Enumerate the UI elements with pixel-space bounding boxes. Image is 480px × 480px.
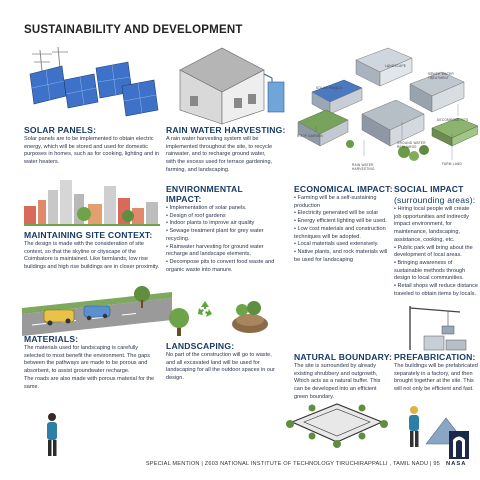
environmental-item: • Sewage treatment plant for grey water recycling. <box>166 228 264 242</box>
environmental-item: • Design of roof gardens <box>166 212 226 219</box>
prefabrication-heading: PREFABRICATION: <box>394 352 476 362</box>
nasa-logo-text: NASA <box>446 461 467 467</box>
social-impact-subheading: (surrounding areas): <box>394 195 476 205</box>
economical-item: • Electricity generated will be solar <box>294 210 379 217</box>
label-landscape: LANDSCAPE <box>385 64 407 68</box>
materials-text <box>24 345 160 391</box>
social-item: • Public park will bring about the development of local areas. <box>394 244 473 259</box>
rain-water-heading: RAIN WATER HARVESTING: <box>166 125 286 135</box>
materials-text-1: The materials used for landscaping is carefully selected to most benefit the environment. The gaps between the pathways are made to be porous and absorbent, to assist groundwater recharge. <box>24 345 151 375</box>
boundary-illustration <box>282 398 392 448</box>
economical-item: • Low cost materials and construction techniques will be adopted. <box>294 225 386 240</box>
rain-water-illustration <box>172 40 290 125</box>
social-item: • Bringing awareness of sustainable methods through design to local communities. <box>394 259 466 282</box>
tree-illustration <box>166 306 192 336</box>
economical-item: • Local materials used extensively. <box>294 241 379 248</box>
label-ground-water: GROUND WATER RECHARGE <box>397 141 426 149</box>
materials-text-2: The roads are also made with porous material for the same. <box>24 375 155 390</box>
natural-boundary-heading: NATURAL BOUNDARY: <box>294 352 393 362</box>
footer-text: SPECIAL MENTION | Z603 NATIONAL INSTITUTE OF TECHNOLOGY TIRUCHIRAPPALLI , TAMIL NADU | 95 <box>145 461 440 467</box>
environmental-item: • Implementation of solar panels. <box>166 205 247 211</box>
economical-item: • Farming will be a self-sustaining production <box>294 195 377 209</box>
label-solar-panels: SOLAR PANELS <box>316 86 343 90</box>
social-item: • Retail shops will reduce distance traveled to obtain items by locals. <box>394 283 478 297</box>
environmental-impact-list <box>166 205 276 274</box>
label-sewer-treatment: SEWER WATER TREATMENT <box>428 72 454 80</box>
materials-heading: MATERIALS: <box>24 334 79 344</box>
economical-item: • Energy efficient lighting will be used. <box>294 218 387 225</box>
prefabrication-text: The buildings will be prefabricated separately in a factory, and then brought together at the site. This will not only be efficient and fast. <box>394 363 478 393</box>
social-impact-list <box>394 206 478 298</box>
rain-water-text: A rain water harvesting system will be implemented throughout the site, to recycle rainwater, and to recharge ground water, with the excess used for terrace gardening, farming, and landscaping. <box>166 136 273 173</box>
economical-item: • Native plants, and rock materials will be used for landscaping <box>294 248 388 263</box>
label-rain-harvesting: RAIN WATER HARVESTING <box>352 163 375 171</box>
economical-impact-list <box>294 195 388 264</box>
economical-impact-heading: ECONOMICAL IMPACT: <box>294 184 393 194</box>
skyline-illustration <box>24 178 160 226</box>
road-illustration <box>22 280 172 336</box>
environmental-item: • Indoor plants to improve air quality <box>166 220 255 227</box>
crane-illustration <box>400 302 472 352</box>
social-impact-heading: SOCIAL IMPACT <box>394 184 464 194</box>
recycle-icon <box>196 300 214 318</box>
label-farm-land: FARM LAND <box>442 162 463 166</box>
site-context-text: The design is made with the consideration of site context, so that the skyline or cityscape of the Coimbatore is maintained. Like farmlands, low rise buildings and high rise buildings are in closer proximity. <box>24 241 160 271</box>
solar-panels-text: Solar panels are to be implemented to obtain electric energy, which will be stored and used for domestic purposes in homes, such as for cooking, lighting and in water heaters. <box>24 136 160 166</box>
landscaping-heading: LANDSCAPING: <box>166 341 235 351</box>
soil-illustration <box>230 296 270 336</box>
label-roof-garden: ROOF GARDEN <box>297 134 323 138</box>
social-item: • Hiring local people will create job opportunities and indirectly impact environment, for maintenance, landscaping, assistance, cooking, etc. <box>394 206 470 243</box>
landscaping-text: No part of the construction will go to waste, and all excavated land will be used for landscaping for all the outdoor spaces in our design. <box>166 352 275 382</box>
site-context-heading: MAINTAINING SITE CONTEXT: <box>24 230 153 240</box>
label-decompose-pits: DECOMPOSE PITS <box>437 118 469 122</box>
natural-boundary-text: The site is surrounded by already existing shrubbery and outgrowth, Which acts as a natural buffer. This can be developed into an efficient green boundary. <box>294 363 381 400</box>
solar-panels-illustration <box>22 44 167 126</box>
environmental-item: • Rainwater harvesting for ground water recharge and landscape elements. <box>166 243 264 258</box>
solar-panels-heading: SOLAR PANELS: <box>24 125 97 135</box>
environmental-item: • Decompose pits to convert food waste and organic waste into manure. <box>166 258 275 273</box>
page-title: SUSTAINABILITY AND DEVELOPMENT <box>24 24 243 36</box>
person-illustration <box>38 412 68 458</box>
environmental-impact-heading: ENVIRONMENTAL IMPACT: <box>166 184 243 204</box>
